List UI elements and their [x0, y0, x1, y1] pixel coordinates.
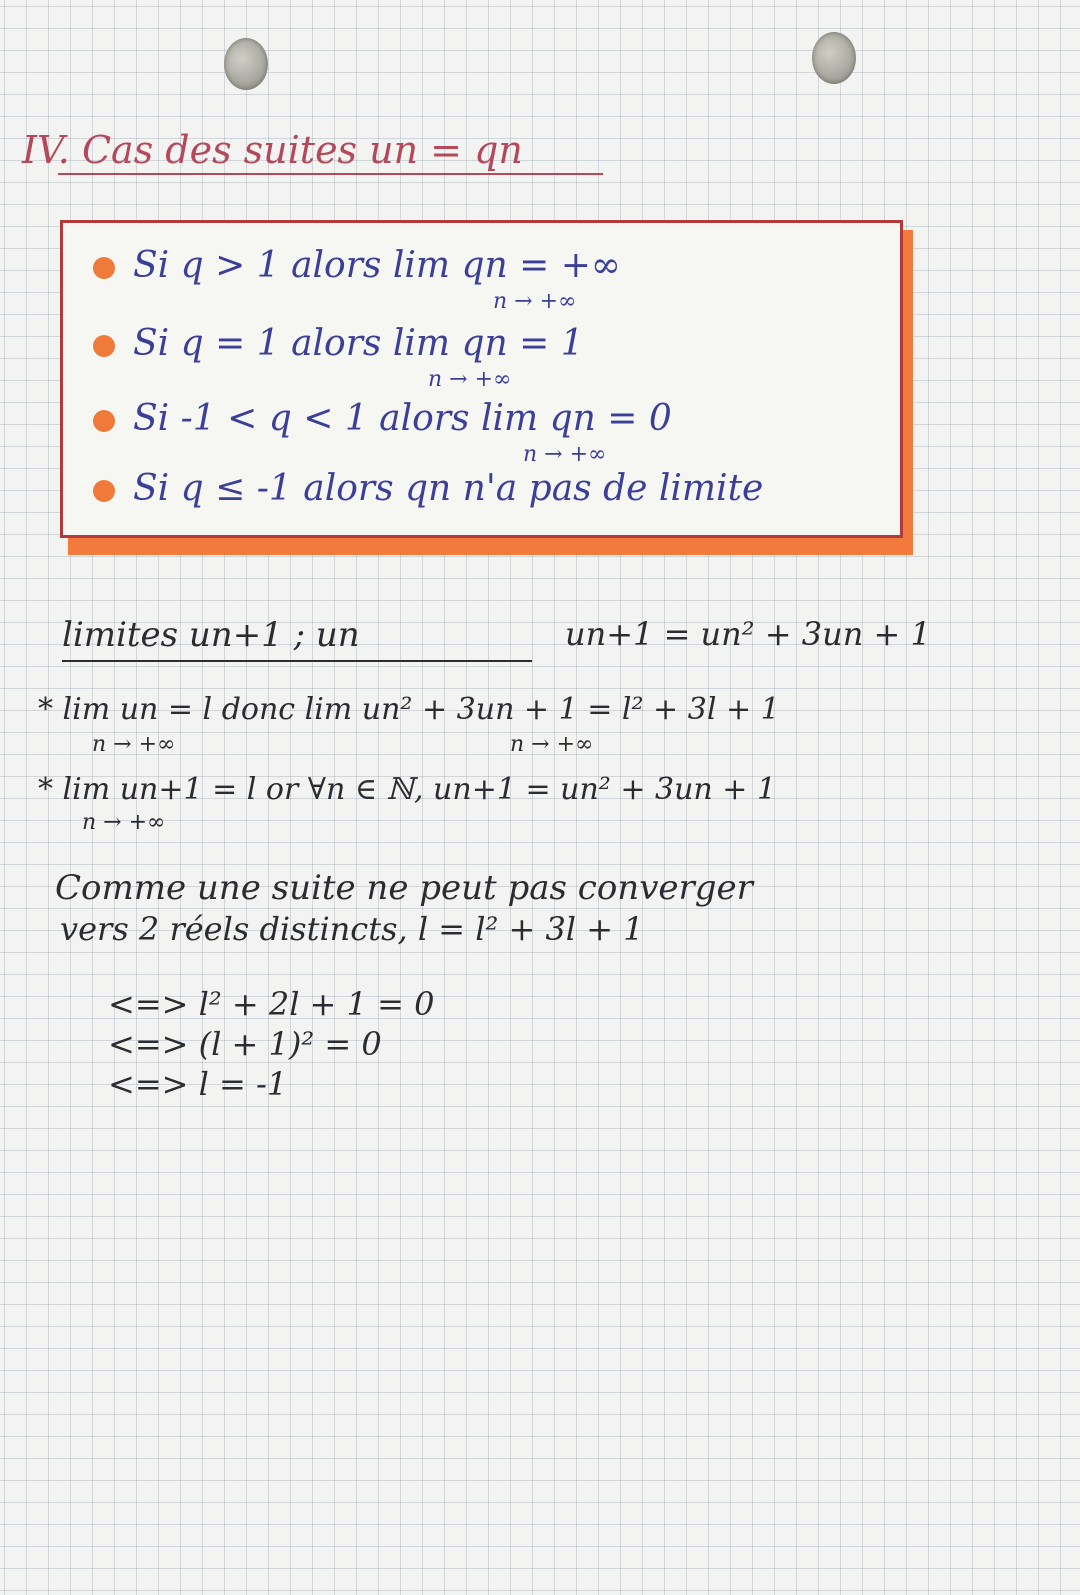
limit-line-1: * lim un = l donc lim un² + 3un + 1 = l² + 3l + 1: [38, 692, 780, 727]
binder-hole-left: [224, 38, 268, 90]
rule-item: [93, 468, 763, 509]
equivalence-step: <=> (l + 1)² = 0: [108, 1025, 382, 1063]
rule-item: [93, 323, 584, 392]
title-underline: [58, 173, 603, 175]
equivalence-step: <=> l² + 2l + 1 = 0: [108, 985, 435, 1023]
rules-box: [60, 220, 903, 538]
rule-subscript: n → +∞: [493, 289, 577, 314]
limits-heading-underline: [62, 660, 532, 662]
rule-text: Si q = 1 alors lim qn = 1: [133, 323, 584, 364]
equivalence-step: <=> l = -1: [108, 1065, 288, 1103]
limit-line-2-subscript: n → +∞: [82, 810, 166, 835]
rule-item: [93, 245, 621, 314]
conclusion-line-2: vers 2 réels distincts, l = l² + 3l + 1: [60, 910, 644, 948]
recurrence-relation: un+1 = un² + 3un + 1: [565, 615, 931, 653]
bullet-icon: [93, 410, 115, 432]
bullet-icon: [93, 335, 115, 357]
section-title: IV. Cas des suites un = qn: [22, 128, 523, 172]
binder-hole-right: [812, 32, 856, 84]
limit-line-1-subscript-b: n → +∞: [510, 732, 594, 757]
rule-item: [93, 398, 672, 467]
rule-subscript: n → +∞: [428, 367, 512, 392]
limits-heading: limites un+1 ; un: [62, 615, 360, 655]
bullet-icon: [93, 480, 115, 502]
limit-line-1-subscript-a: n → +∞: [92, 732, 176, 757]
rule-subscript: n → +∞: [523, 442, 607, 467]
rule-text: Si q ≤ -1 alors qn n'a pas de limite: [133, 468, 764, 509]
rule-text: Si -1 < q < 1 alors lim qn = 0: [133, 398, 672, 439]
conclusion-line-1: Comme une suite ne peut pas converger: [55, 868, 753, 908]
bullet-icon: [93, 257, 115, 279]
rule-text: Si q > 1 alors lim qn = +∞: [133, 245, 621, 286]
limit-line-2: * lim un+1 = l or ∀n ∈ ℕ, un+1 = un² + 3un + 1: [38, 772, 777, 807]
